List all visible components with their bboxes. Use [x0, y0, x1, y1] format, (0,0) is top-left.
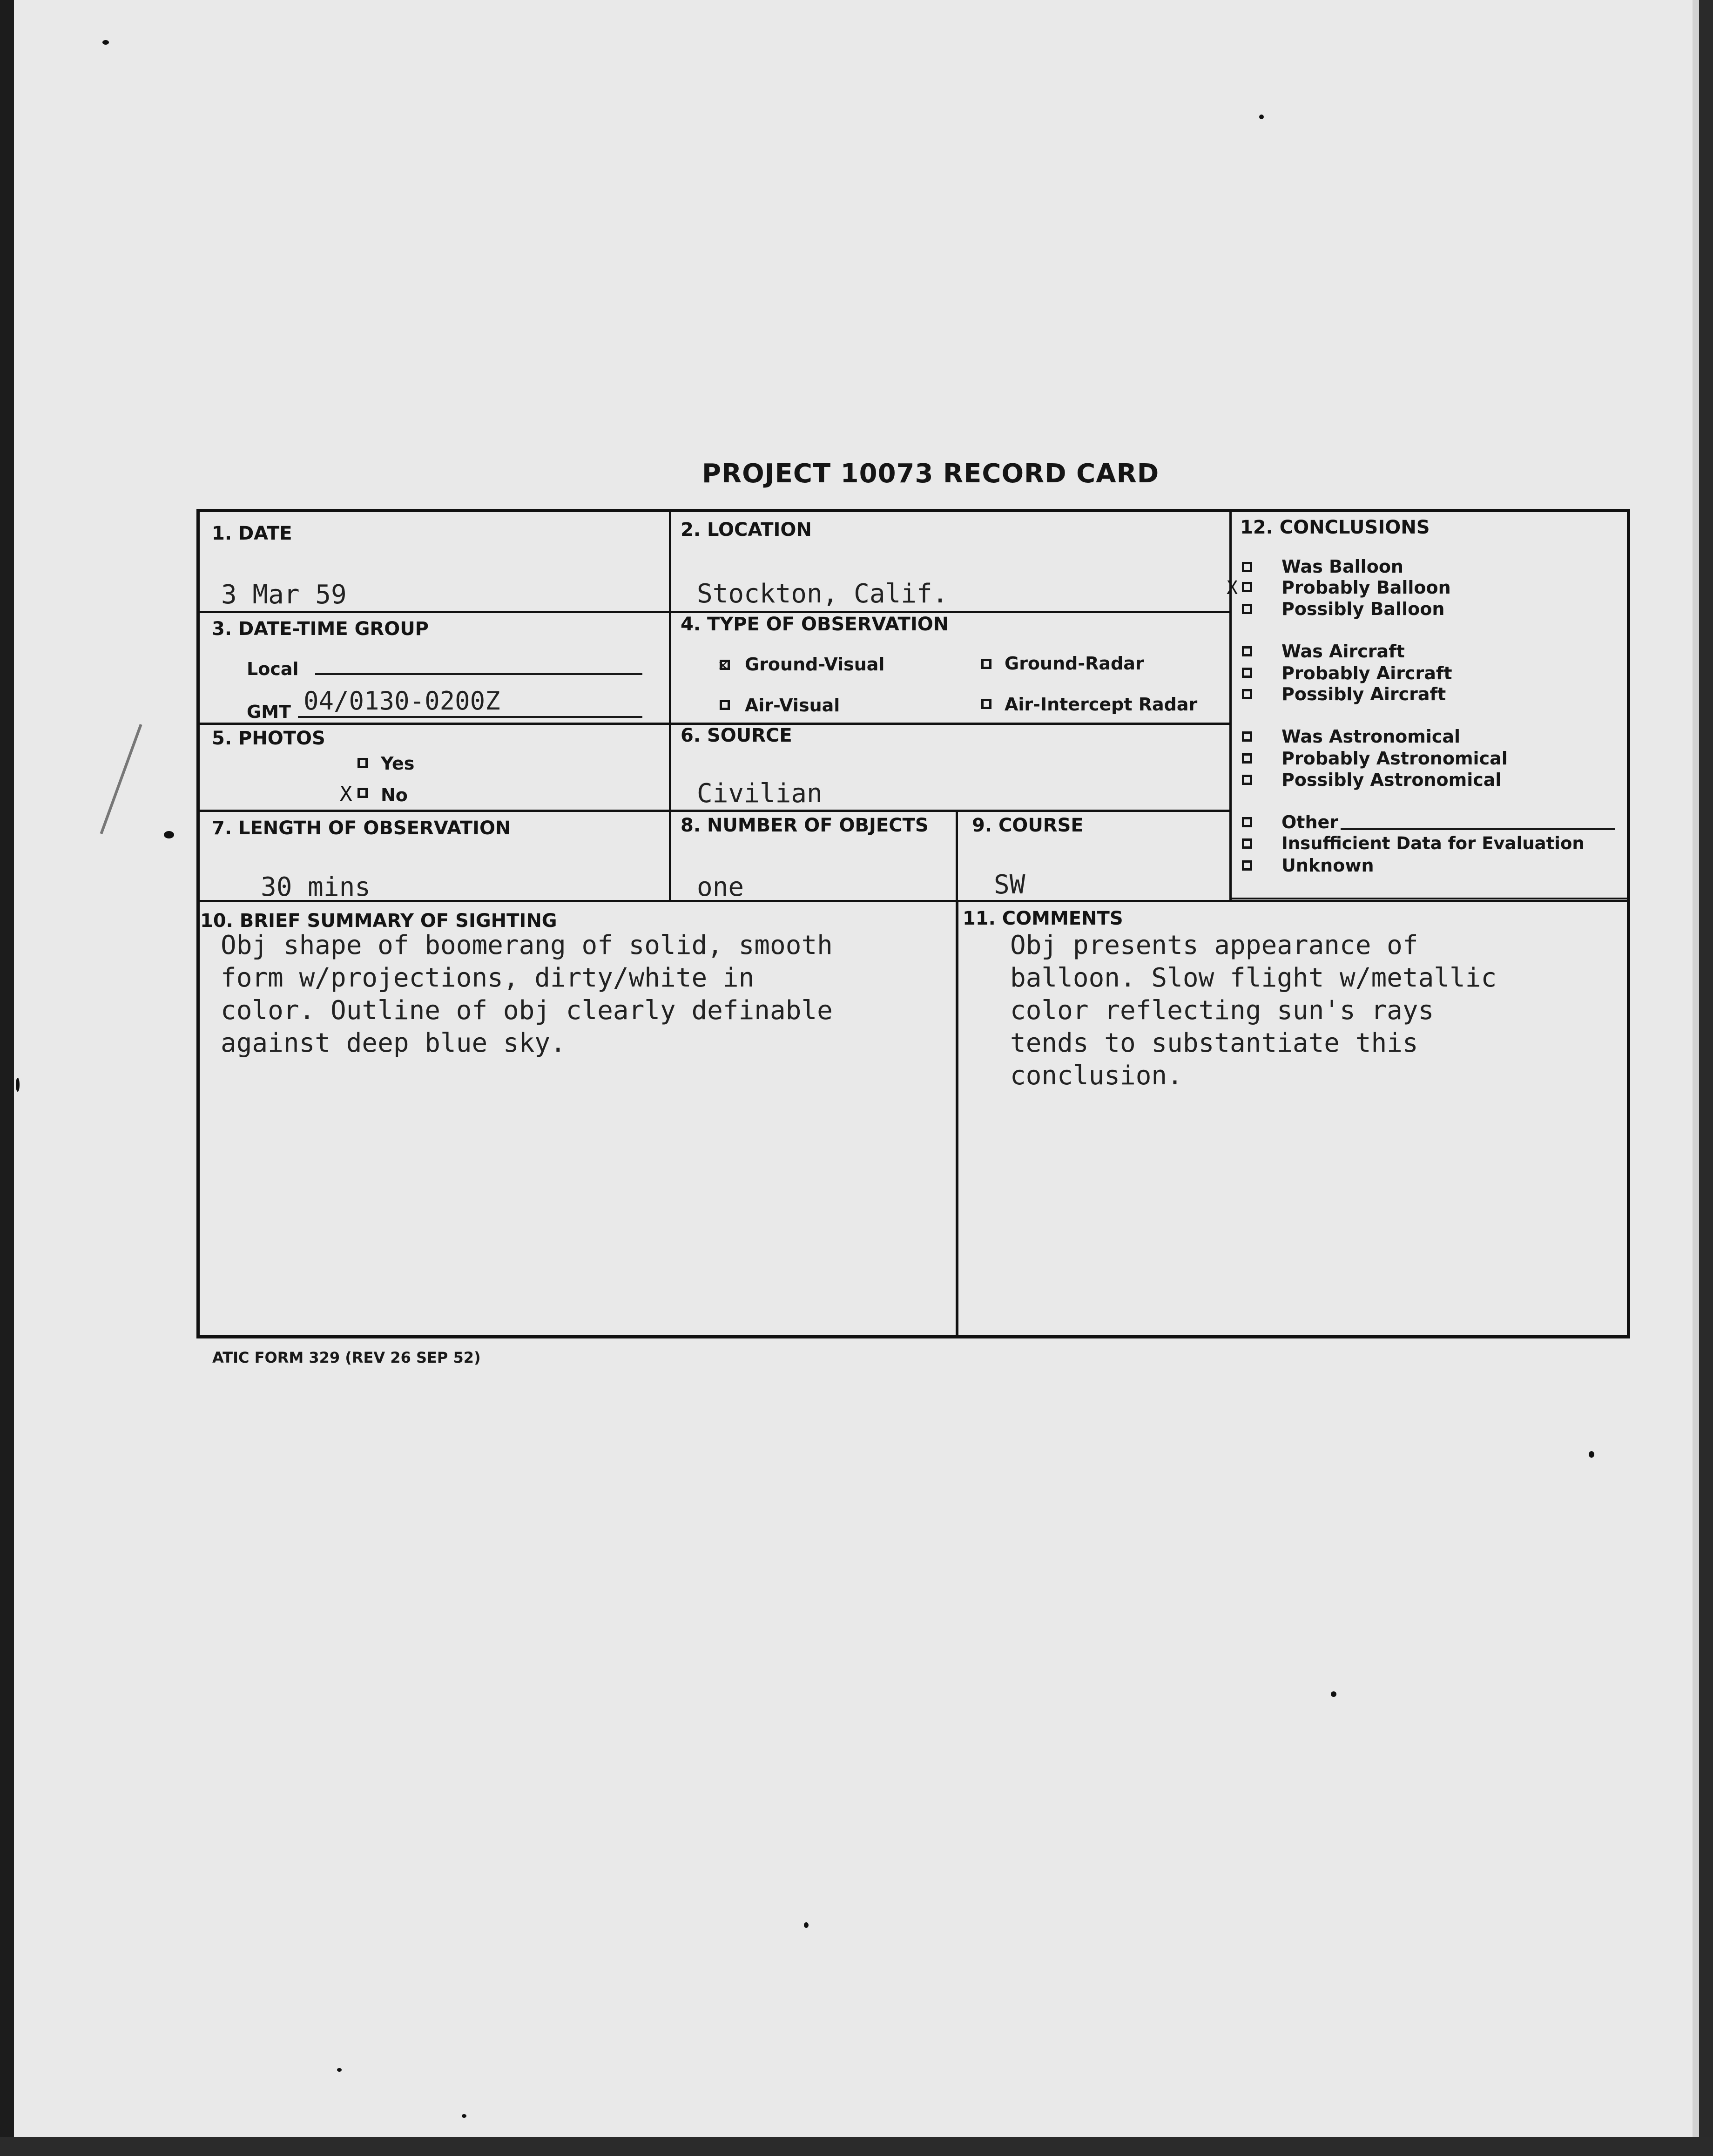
divider-conclusions	[1229, 510, 1232, 901]
source-value: Civilian	[697, 778, 823, 809]
conclusion-label: Was Balloon	[1281, 556, 1403, 577]
photos-no-checkbox[interactable]	[357, 788, 368, 798]
ground-radar-checkbox[interactable]	[981, 659, 991, 669]
conclusion-label: Insufficient Data for Evaluation	[1281, 833, 1585, 853]
source-label: 6. SOURCE	[681, 725, 792, 746]
film-edge-bottom	[0, 2137, 1713, 2156]
dust-speck	[164, 831, 174, 838]
photos-label: 5. PHOTOS	[212, 728, 325, 749]
local-underline	[315, 673, 642, 675]
conclusions-bottom-rule	[1231, 898, 1629, 899]
possibly-balloon-checkbox[interactable]	[1242, 604, 1252, 614]
conclusion-label: Possibly Balloon	[1281, 599, 1445, 619]
conclusion-label: Possibly Aircraft	[1281, 684, 1446, 704]
conclusion-label: Was Aircraft	[1281, 641, 1405, 662]
dust-speck	[462, 2114, 466, 2118]
possibly-aircraft-checkbox[interactable]	[1242, 689, 1252, 699]
photos-no-mark: X	[340, 782, 352, 806]
dust-speck	[1259, 115, 1264, 119]
gmt-value: 04/0130-0200Z	[303, 686, 500, 716]
course-label: 9. COURSE	[972, 815, 1084, 836]
comments-line: tends to substantiate this	[1010, 1028, 1418, 1058]
date-time-group-label: 3. DATE-TIME GROUP	[212, 618, 429, 640]
number-of-objects-value: one	[697, 872, 744, 902]
air-intercept-radar-checkbox[interactable]	[981, 699, 991, 709]
other-checkbox[interactable]	[1242, 817, 1252, 827]
date-value: 3 Mar 59	[221, 580, 347, 610]
gmt-label: GMT	[247, 702, 291, 722]
location-label: 2. LOCATION	[681, 519, 812, 541]
conclusion-label: Probably Balloon	[1281, 577, 1451, 598]
conclusion-label: Possibly Astronomical	[1281, 770, 1502, 790]
dust-speck	[337, 2068, 342, 2072]
card-title: PROJECT 10073 RECORD CARD	[702, 459, 1160, 489]
dust-speck	[16, 1078, 20, 1092]
conclusion-label: Unknown	[1281, 855, 1374, 876]
conclusion-label: Probably Aircraft	[1281, 663, 1452, 683]
comments-label: 11. COMMENTS	[963, 908, 1123, 929]
brief-summary-line: color. Outline of obj clearly definable	[221, 995, 833, 1026]
insufficient-data-checkbox[interactable]	[1242, 838, 1252, 849]
length-of-observation-label: 7. LENGTH OF OBSERVATION	[212, 818, 511, 839]
date-label: 1. DATE	[212, 523, 292, 544]
divider-row4	[198, 900, 1629, 902]
brief-summary-line: Obj shape of boomerang of solid, smooth	[221, 930, 833, 960]
number-of-objects-label: 8. NUMBER OF OBJECTS	[681, 815, 929, 836]
ground-visual-label: Ground-Visual	[745, 654, 885, 675]
brief-summary-line: against deep blue sky.	[221, 1028, 566, 1058]
type-of-observation-label: 4. TYPE OF OBSERVATION	[681, 614, 949, 635]
form-number: ATIC FORM 329 (REV 26 SEP 52)	[212, 1349, 481, 1366]
divider-summary-comments	[956, 901, 958, 1337]
possibly-astronomical-checkbox[interactable]	[1242, 775, 1252, 785]
probably-astronomical-checkbox[interactable]	[1242, 753, 1252, 764]
dust-speck	[1589, 1451, 1594, 1458]
gmt-underline	[298, 716, 642, 718]
comments-line: color reflecting sun's rays	[1010, 995, 1434, 1026]
film-edge-left	[0, 0, 14, 2156]
length-of-observation-value: 30 mins	[261, 872, 371, 902]
ground-radar-label: Ground-Radar	[1005, 653, 1144, 674]
brief-summary-label: 10. BRIEF SUMMARY OF SIGHTING	[200, 910, 557, 932]
unknown-checkbox[interactable]	[1242, 860, 1252, 871]
ground-visual-check-mark-icon: ✕	[718, 656, 728, 674]
probably-aircraft-checkbox[interactable]	[1242, 668, 1252, 678]
divider-col1-col2	[669, 510, 671, 901]
course-value: SW	[994, 870, 1025, 900]
divider-objects-course	[956, 811, 958, 901]
photos-no-label: No	[381, 785, 408, 805]
photos-yes-checkbox[interactable]	[357, 758, 368, 768]
comments-line: conclusion.	[1010, 1061, 1183, 1091]
conclusion-label: Other	[1281, 812, 1339, 832]
dust-speck	[1331, 1691, 1336, 1697]
conclusion-label: Probably Astronomical	[1281, 748, 1508, 769]
divider-row3	[198, 810, 1231, 812]
other-underline	[1341, 828, 1615, 830]
conclusion-label: Was Astronomical	[1281, 726, 1461, 747]
air-visual-label: Air-Visual	[745, 695, 840, 716]
photos-yes-label: Yes	[381, 753, 415, 774]
brief-summary-line: form w/projections, dirty/white in	[221, 963, 755, 993]
was-aircraft-checkbox[interactable]	[1242, 646, 1252, 656]
was-balloon-checkbox[interactable]	[1242, 562, 1252, 572]
location-value: Stockton, Calif.	[697, 579, 948, 609]
conclusions-label: 12. CONCLUSIONS	[1240, 517, 1430, 538]
comments-line: Obj presents appearance of	[1010, 930, 1418, 960]
dust-speck	[102, 40, 109, 45]
air-visual-checkbox[interactable]	[720, 700, 730, 710]
probably-balloon-mark: X	[1227, 577, 1238, 599]
air-intercept-radar-label: Air-Intercept Radar	[1005, 694, 1198, 715]
probably-balloon-checkbox[interactable]	[1242, 582, 1252, 592]
dust-speck	[804, 1922, 809, 1928]
local-label: Local	[247, 659, 299, 679]
was-astronomical-checkbox[interactable]	[1242, 731, 1252, 742]
divider-row1	[198, 611, 1231, 613]
comments-line: balloon. Slow flight w/metallic	[1010, 963, 1497, 993]
